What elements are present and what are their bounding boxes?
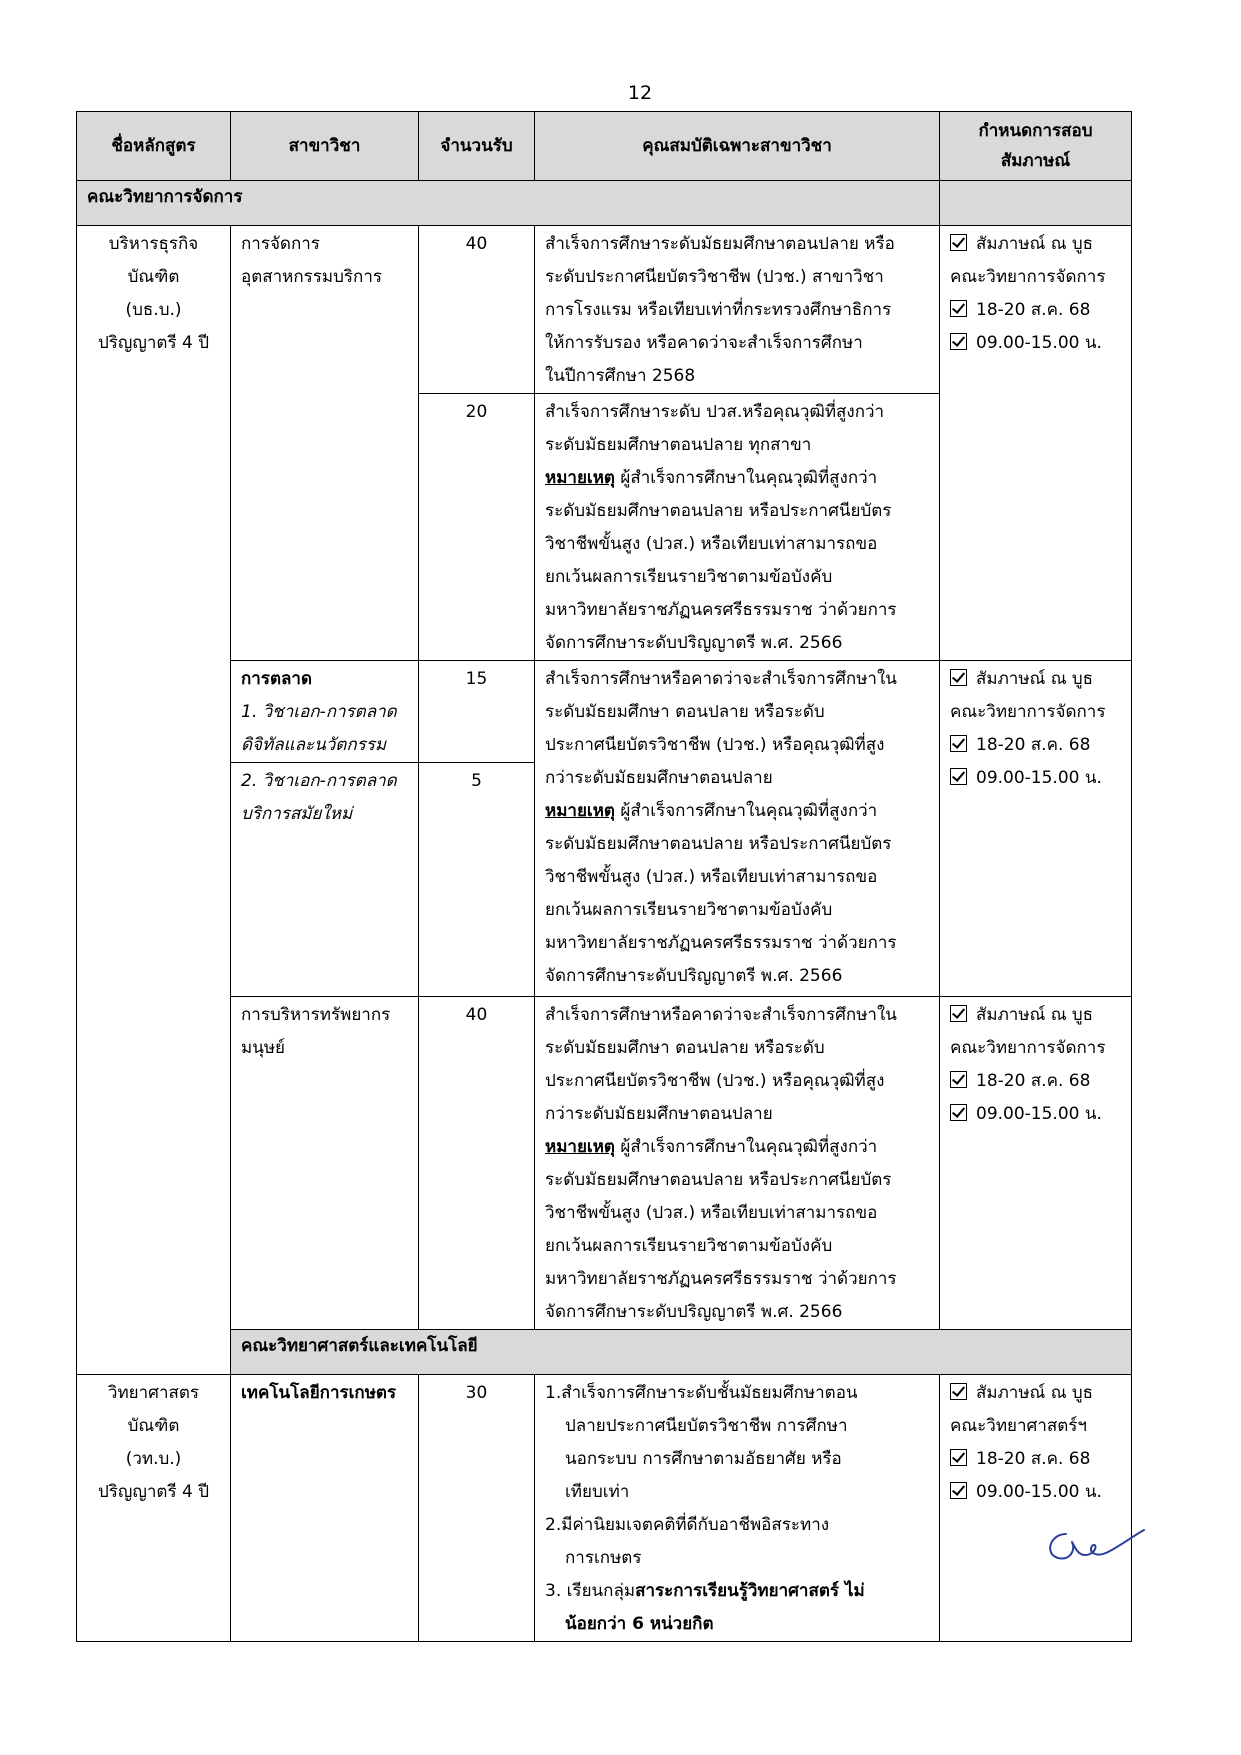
page-number: 12 (627, 82, 653, 104)
faculty-name: คณะวิทยาศาสตร์และเทคโนโลยี (231, 1330, 1132, 1375)
seat-count: 5 (419, 763, 535, 997)
qualification: สำเร็จการศึกษาระดับ ปวส.หรือคุณวุฒิที่สูงกว่า ระดับมัธยมศึกษาตอนปลาย ทุกสาขา หมายเหตุ ผู้สำเร็จการศึกษาในคุณวุฒิที่สูงกว่า ระดับมัธยมศึกษาตอนปลาย หรือประกาศนียบัตร วิชาชีพขั้นสูง (ปวส.) หรือเทียบเท่าสามารถขอ ยกเว้นผลการเรียนรายวิชาตามข้อบังคับ มหาวิทยาลัยราชภัฏนครศรีธรรมราช ว่าด้วยการ จัดการศึกษาระดับปริญญาตรี พ.ศ. 2566 (535, 394, 940, 661)
major-name: การบริหารทรัพยากร มนุษย์ (231, 997, 419, 1330)
seat-count: 40 (419, 226, 535, 394)
admission-table (76, 111, 1132, 1642)
interview-schedule: สัมภาษณ์ ณ บูธ คณะวิทยาการจัดการ 18-20 ส.ค. 68 09.00-15.00 น. (940, 997, 1132, 1330)
program-name: วิทยาศาสตร บัณฑิต (วท.บ.) ปริญญาตรี 4 ปี (77, 1375, 231, 1642)
program-name: บริหารธุรกิจ บัณฑิต (บธ.บ.) ปริญญาตรี 4 ปี (77, 226, 231, 1375)
checkbox-icon (950, 735, 967, 752)
header-schedule: กำหนดการสอบ สัมภาษณ์ (940, 112, 1132, 181)
checkbox-icon (950, 333, 967, 350)
checkbox-icon (950, 1104, 967, 1121)
checkbox-icon (950, 1005, 967, 1022)
checkbox-icon (950, 1482, 967, 1499)
interview-schedule: สัมภาษณ์ ณ บูธ คณะวิทยาการจัดการ 18-20 ส.ค. 68 09.00-15.00 น. (940, 226, 1132, 661)
checkbox-icon (950, 300, 967, 317)
major-name: เทคโนโลยีการเกษตร (231, 1375, 419, 1642)
note-label: หมายเหตุ (545, 801, 615, 821)
table-row (77, 226, 1132, 394)
note-label: หมายเหตุ (545, 1137, 615, 1157)
interview-schedule: สัมภาษณ์ ณ บูธ คณะวิทยาการจัดการ 18-20 ส.ค. 68 09.00-15.00 น. (940, 661, 1132, 997)
faculty-row (77, 1330, 1132, 1375)
table-row (77, 1375, 1132, 1642)
qualification: สำเร็จการศึกษาระดับมัธยมศึกษาตอนปลาย หรือ ระดับประกาศนียบัตรวิชาชีพ (ปวช.) สาขาวิชา การโรงแรม หรือเทียบเท่าที่กระทรวงศึกษาธิการ ให้การรับรอง หรือคาดว่าจะสำเร็จการศึกษา ในปีการศึกษา 2568 (535, 226, 940, 394)
checkbox-icon (950, 1071, 967, 1088)
seat-count: 15 (419, 661, 535, 763)
header-qualification: คุณสมบัติเฉพาะสาขาวิชา (535, 112, 940, 181)
note-label: หมายเหตุ (545, 468, 615, 488)
seat-count: 30 (419, 1375, 535, 1642)
header-row (77, 112, 1132, 181)
major-name: การจัดการ อุตสาหกรรมบริการ (231, 226, 419, 661)
qualification: สำเร็จการศึกษาหรือคาดว่าจะสำเร็จการศึกษาใน ระดับมัธยมศึกษา ตอนปลาย หรือระดับ ประกาศนียบัตรวิชาชีพ (ปวช.) หรือคุณวุฒิที่สูง กว่าระดับมัธยมศึกษาตอนปลาย หมายเหตุ ผู้สำเร็จการศึกษาในคุณวุฒิที่สูงกว่า ระดับมัธยมศึกษาตอนปลาย หรือประกาศนียบัตร วิชาชีพขั้นสูง (ปวส.) หรือเทียบเท่าสามารถขอ ยกเว้นผลการเรียนรายวิชาตามข้อบังคับ มหาวิทยาลัยราชภัฏนครศรีธรรมราช ว่าด้วยการ จัดการศึกษาระดับปริญญาตรี พ.ศ. 2566 (535, 661, 940, 997)
header-major: สาขาวิชา (231, 112, 419, 181)
seat-count: 40 (419, 997, 535, 1330)
seat-count: 20 (419, 394, 535, 661)
interview-schedule: สัมภาษณ์ ณ บูธ คณะวิทยาศาสตร์ฯ 18-20 ส.ค. 68 09.00-15.00 น. (940, 1375, 1132, 1642)
qualification: 1.สำเร็จการศึกษาระดับชั้นมัธยมศึกษาตอน ปลายประกาศนียบัตรวิชาชีพ การศึกษา นอกระบบ การศึกษาตามอัธยาศัย หรือ เทียบเท่า 2.มีค่านิยมเจตคติที่ดีกับอาชีพอิสระทาง การเกษตร 3. เรียนกลุ่มสาระการเรียนรู้วิทยาศาสตร์ ไม่ น้อยกว่า 6 หน่วยกิต (535, 1375, 940, 1642)
major-name: 2. วิชาเอก-การตลาด บริการสมัยใหม่ (231, 763, 419, 997)
header-seats: จำนวนรับ (419, 112, 535, 181)
checkbox-icon (950, 1383, 967, 1400)
checkbox-icon (950, 1449, 967, 1466)
checkbox-icon (950, 768, 967, 785)
checkbox-icon (950, 669, 967, 686)
faculty-name: คณะวิทยาการจัดการ (77, 181, 940, 226)
table-row (77, 997, 1132, 1330)
faculty-row (77, 181, 1132, 226)
checkbox-icon (950, 234, 967, 251)
major-name: การตลาด 1. วิชาเอก-การตลาด ดิจิทัลและนวัตกรรม (231, 661, 419, 763)
table-row (77, 661, 1132, 763)
header-program: ชื่อหลักสูตร (77, 112, 231, 181)
signature-icon (1036, 1516, 1148, 1572)
qualification: สำเร็จการศึกษาหรือคาดว่าจะสำเร็จการศึกษาใน ระดับมัธยมศึกษา ตอนปลาย หรือระดับ ประกาศนียบัตรวิชาชีพ (ปวช.) หรือคุณวุฒิที่สูง กว่าระดับมัธยมศึกษาตอนปลาย หมายเหตุ ผู้สำเร็จการศึกษาในคุณวุฒิที่สูงกว่า ระดับมัธยมศึกษาตอนปลาย หรือประกาศนียบัตร วิชาชีพขั้นสูง (ปวส.) หรือเทียบเท่าสามารถขอ ยกเว้นผลการเรียนรายวิชาตามข้อบังคับ มหาวิทยาลัยราชภัฏนครศรีธรรมราช ว่าด้วยการ จัดการศึกษาระดับปริญญาตรี พ.ศ. 2566 (535, 997, 940, 1330)
